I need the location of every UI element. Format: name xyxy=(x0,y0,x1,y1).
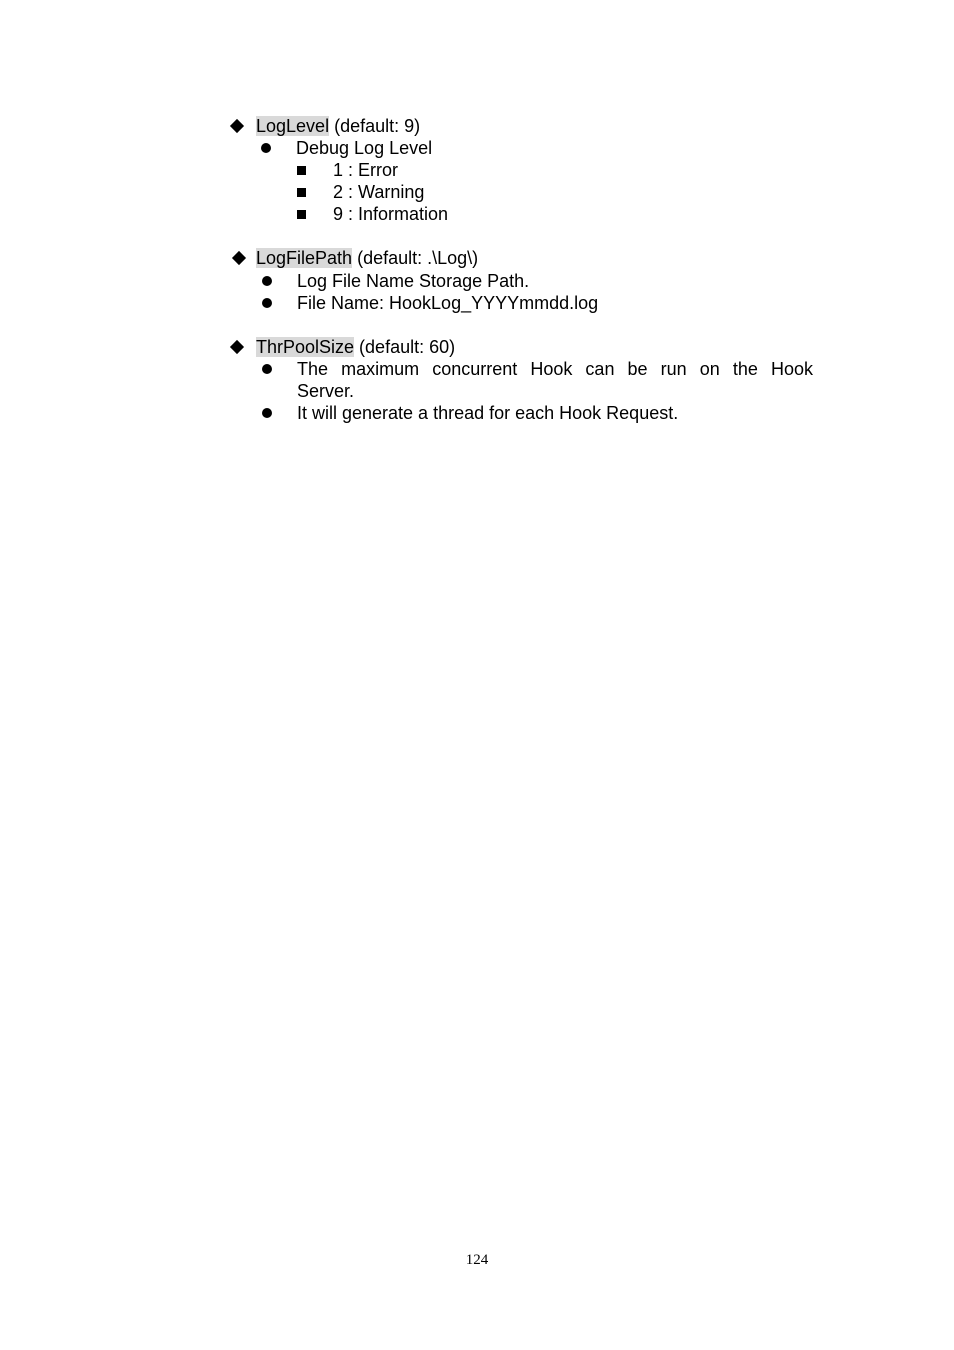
diamond-bullet-icon xyxy=(232,251,246,265)
default-value: (default: 60) xyxy=(354,337,456,357)
setting-key: LogFilePath xyxy=(256,248,353,268)
list-item: Log File Name Storage Path. xyxy=(297,271,530,291)
section-heading xyxy=(256,336,455,358)
square-bullet-icon xyxy=(297,210,306,219)
section-heading xyxy=(256,115,420,137)
page-number: 124 xyxy=(465,1252,489,1268)
setting-key: LogLevel xyxy=(256,116,330,136)
round-bullet-icon xyxy=(262,276,272,286)
round-bullet-icon xyxy=(262,364,272,374)
section-heading xyxy=(256,247,478,269)
diamond-bullet-icon xyxy=(230,119,244,133)
default-value: (default: .\Log\) xyxy=(352,248,479,268)
diamond-bullet-icon xyxy=(230,340,244,354)
sub-list-item: 2 : Warning xyxy=(333,182,425,202)
round-bullet-icon xyxy=(262,298,272,308)
sub-list-item: 1 : Error xyxy=(333,160,399,180)
square-bullet-icon xyxy=(297,188,306,197)
list-item: It will generate a thread for each Hook Request. xyxy=(297,403,679,423)
list-item: The maximum concurrent Hook can be run on the Hook xyxy=(297,359,813,379)
round-bullet-icon xyxy=(261,143,271,153)
round-bullet-icon xyxy=(262,408,272,418)
default-value: (default: 9) xyxy=(329,116,421,136)
list-item: File Name: HookLog_YYYYmmdd.log xyxy=(297,293,599,313)
list-item: Debug Log Level xyxy=(296,138,433,158)
square-bullet-icon xyxy=(297,166,306,175)
setting-key: ThrPoolSize xyxy=(256,337,355,357)
sub-list-item: 9 : Information xyxy=(333,204,449,224)
list-item-continuation: Server. xyxy=(297,381,355,401)
